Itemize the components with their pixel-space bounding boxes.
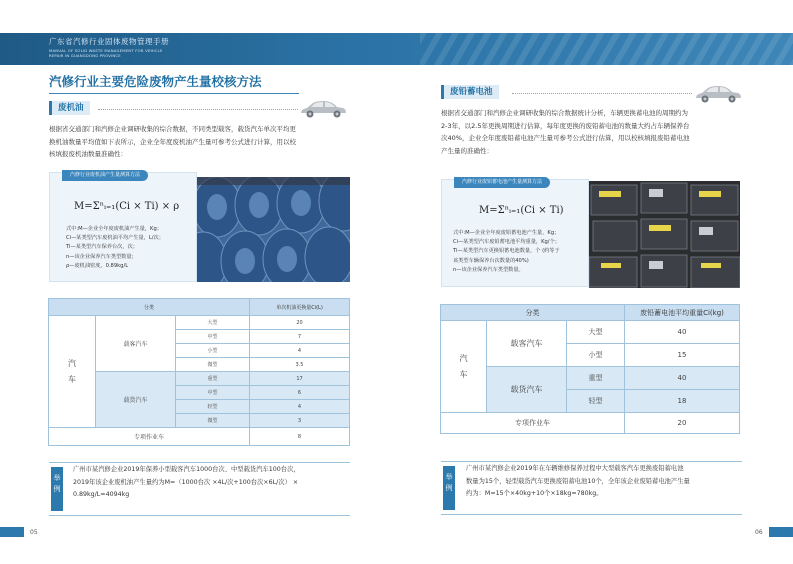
section-divider: [98, 109, 298, 110]
page-number-left: 05: [30, 529, 38, 536]
category-passenger: 载客汽车: [96, 316, 176, 372]
para-line: 核填报废机油数量准确性：: [49, 150, 127, 158]
size-cell: 轻型: [567, 390, 625, 413]
value-cell: 20: [625, 413, 740, 434]
example-line: 数量为15个，轻型载货汽车更换废铅蓄电池10个，全年该企业废铅蓄电池产生量: [466, 477, 690, 485]
formula-title: 汽修行业废铅蓄电池产生量测算方法: [454, 177, 550, 188]
value-cell: 6: [250, 386, 350, 400]
para-line: 根据省交通部门和汽修企业调研收集的综合数据统计分析，车辆更换蓄电池的周期约为: [441, 109, 688, 117]
size-cell: 微型: [176, 414, 250, 428]
example-line: 广州市某汽修企业2019年保养小型载客汽车1000台次、中型载货汽车100台次，: [73, 466, 300, 473]
note-line: Ti—某类型汽车更换铅蓄电池数量，个 (约等于: [453, 248, 560, 255]
header-banner: [0, 33, 793, 65]
header-title: 广东省汽修行业固体废物管理手册: [49, 37, 169, 46]
table-header-category: 分类: [49, 299, 250, 316]
para-line: 2-3年，以2.5年更换周期进行估算，每年度更换的废铅蓄电池的数量大约占车辆保养台: [441, 121, 690, 130]
group-vehicle: 汽 车: [441, 321, 487, 413]
para-line: 产生量的准确性：: [441, 146, 493, 155]
table-header-value: 废铅蓄电池平均重量Ci(kg): [625, 305, 740, 321]
waste-oil-table: [48, 298, 350, 446]
example-text: [466, 463, 744, 501]
value-cell: 4: [250, 400, 350, 414]
value-cell: 20: [250, 316, 350, 330]
note-line: 式中:M—企业全年度废机油产生量，Kg；: [66, 226, 162, 232]
table-header-category: 分类: [441, 305, 625, 321]
category-cargo: 载货汽车: [96, 372, 176, 428]
intro-paragraph-waste-oil: [49, 123, 349, 161]
note-line: Ci—某类型汽车废机油平均产生量，L/次；: [66, 235, 164, 242]
size-cell: 小型: [176, 344, 250, 358]
header-subtitle-line1: MANUAL OF SOLID WASTE MANAGEMENT FOR VEHICLE: [49, 48, 163, 53]
para-line: 次40%，企业全年度废铅蓄电池产生量可参考公式进行估算，用以校核填报废铅蓄电池: [441, 134, 690, 142]
size-cell: 大型: [567, 321, 625, 344]
example-line: 广州市某汽修企业2019年在车辆维修保养过程中大型载客汽车更换废铅蓄电池: [466, 465, 684, 472]
section-label-waste-oil: 废机油: [49, 101, 90, 115]
value-cell: 7: [250, 330, 350, 344]
category-special: 专项作业车: [441, 413, 625, 434]
para-line: 根据省交通部门和汽修企业调研收集的综合数据，不同类型载客，载货汽车单次平均更: [49, 125, 296, 133]
car-icon: [693, 84, 743, 104]
value-cell: 40: [625, 367, 740, 390]
section-label-lead-battery: 废铅蓄电池: [441, 85, 499, 99]
formula-lead-battery: M=Σⁿᵢ₌₁(Ci × Ti): [479, 205, 564, 216]
example-line: 约为：M=15个×40kg+10个×18kg=780kg。: [466, 490, 603, 497]
formula-notes: [66, 225, 198, 271]
header-subtitle-line2: REPAIR IN GUANGDONG PROVINCE: [49, 53, 121, 58]
size-cell: 重型: [176, 372, 250, 386]
note-line: Ti—某类型汽车保养台次，次；: [66, 244, 138, 251]
value-cell: 4: [250, 344, 350, 358]
size-cell: 中型: [176, 386, 250, 400]
value-cell: 8: [250, 428, 350, 446]
page-title: 汽修行业主要危险废物产生量校核方法: [49, 74, 262, 89]
example-line: 2019年该企业废机油产生量约为M=（1000台次 ×4L/次+100台次×6L/次） ×: [73, 478, 299, 486]
note-line: n—该企业保养汽车类型数量；: [66, 253, 137, 260]
header-subtitle: [49, 48, 279, 58]
banner-pattern: [420, 33, 793, 65]
size-cell: 中型: [176, 330, 250, 344]
note-line: 式中:M—企业全年度废铅蓄电池产生量，Kg；: [453, 230, 560, 236]
value-cell: 17: [250, 372, 350, 386]
section-divider: [512, 93, 692, 94]
category-passenger: 载客汽车: [487, 321, 567, 367]
note-line: n—该企业保养汽车类型数量。: [453, 266, 524, 273]
category-special: 专项作业车: [49, 428, 250, 446]
note-line: 该类型车辆保养台次数量的40%): [453, 257, 529, 264]
size-cell: 轻型: [176, 400, 250, 414]
value-cell: 15: [625, 344, 740, 367]
para-line: 换机油数量平均值如下表所示，企业全年度废机油产生量可参考公式进行计算，用以校: [49, 137, 296, 146]
page-number-right: 06: [755, 529, 763, 536]
note-line: Ci—某类型汽车废铅蓄电池平均重量，Kg/个；: [453, 239, 560, 246]
formula-waste-oil: M=Σⁿᵢ₌₁(Ci × Ti) × ρ: [74, 201, 180, 212]
value-cell: 3.5: [250, 358, 350, 372]
category-cargo: 载货汽车: [487, 367, 567, 413]
page-bar-right: [769, 527, 793, 537]
formula-title: 汽修行业废机油产生量测算方法: [62, 170, 148, 181]
size-cell: 小型: [567, 344, 625, 367]
car-icon: [298, 99, 348, 119]
example-text: [73, 464, 351, 502]
lead-batteries-photo: [589, 181, 740, 288]
oil-drums-photo: [197, 177, 350, 282]
lead-battery-table: [440, 304, 740, 434]
value-cell: 3: [250, 414, 350, 428]
note-line: ρ—废机油密度，0.89kg/L: [66, 262, 129, 269]
size-cell: 微型: [176, 358, 250, 372]
size-cell: 重型: [567, 367, 625, 390]
page-bar-left: [0, 527, 24, 537]
formula-notes: [453, 229, 589, 275]
example-line: 0.89kg/L=4094kg: [73, 491, 130, 498]
value-cell: 40: [625, 321, 740, 344]
intro-paragraph-lead-battery: [441, 107, 746, 157]
example-tag: 举 例: [443, 466, 455, 510]
size-cell: 大型: [176, 316, 250, 330]
group-vehicle: 汽 车: [49, 316, 96, 428]
example-tag: 举 例: [51, 467, 63, 511]
table-header-value: 单次机油更换量Ci(L): [250, 299, 350, 316]
value-cell: 18: [625, 390, 740, 413]
title-underline: [49, 93, 299, 94]
